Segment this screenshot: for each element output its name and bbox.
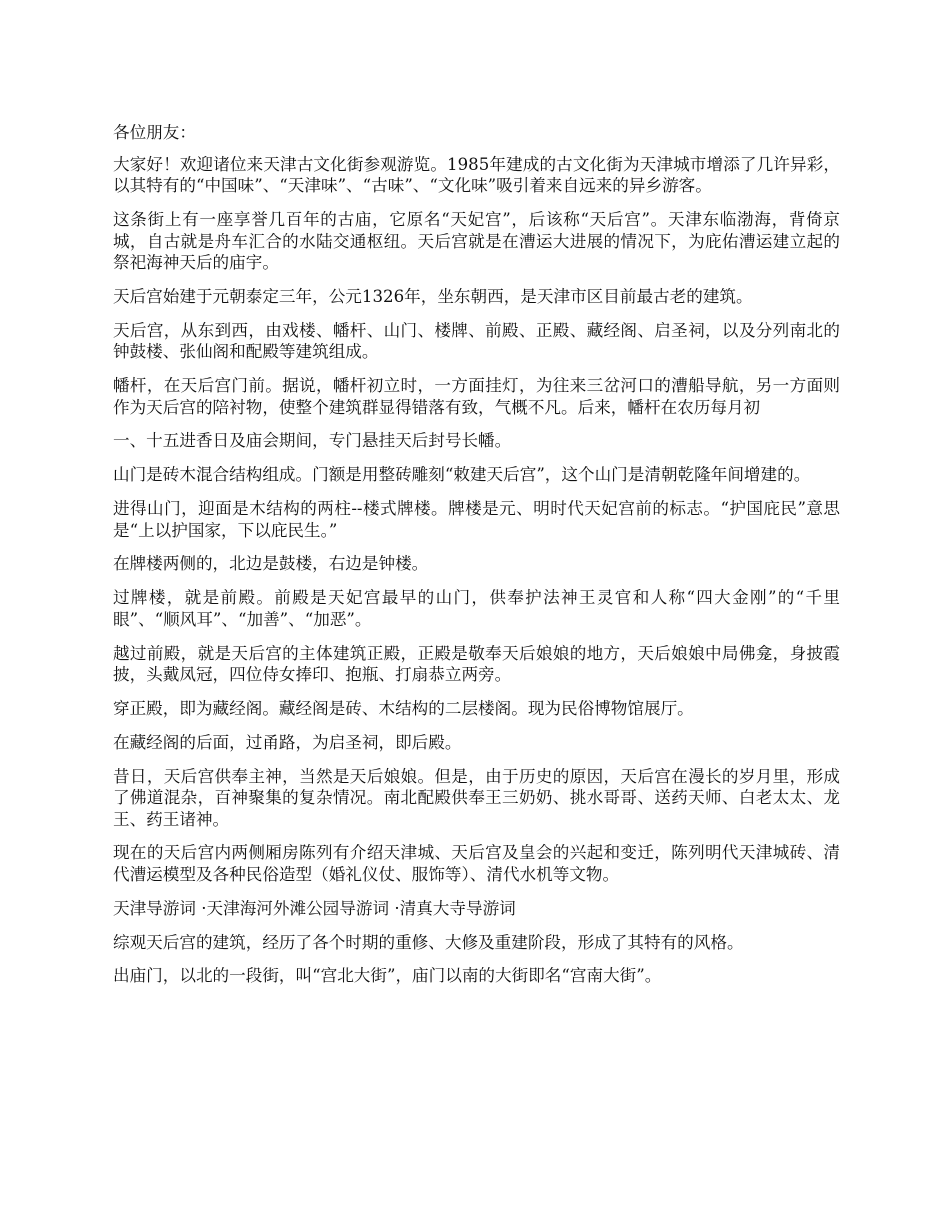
layout-paragraph: 天后宫，从东到西，由戏楼、幡杆、山门、楼牌、前殿、正殿、藏经阁、启圣祠，以及分列南北的钟鼓楼、张仙阁和配殿等建筑组成。 <box>113 320 840 362</box>
rear-hall-paragraph: 在藏经阁的后面，过甬路，为启圣祠，即后殿。 <box>113 732 462 752</box>
bell-drum-tower-paragraph: 在牌楼两侧的，北边是鼓楼，右边是钟楼。 <box>113 554 429 574</box>
mountain-gate-paragraph: 山门是砖木混合结构组成。门额是用整砖雕刻“敕建天后宫”，这个山门是清朝乾隆年间增建的。 <box>113 465 811 485</box>
front-hall-paragraph: 过牌楼，就是前殿。前殿是天妃宫最早的山门，供奉护法神王灵官和人称“四大金刚”的“千里眼”、“顺风耳”、“加善”、“加恶”。 <box>113 588 840 629</box>
greeting-paragraph: 各位朋友： <box>113 123 196 142</box>
architecture-summary-paragraph: 综观天后宫的建筑，经历了各个时期的重修、大修及重建阶段，形成了其特有的风格。 <box>113 932 744 952</box>
archway-paragraph: 进得山门，迎面是木结构的两柱--楼式牌楼。牌楼是元、明时代天妃宫前的标志。“护国庇民”意思是“上以护国家，下以庇民生。” <box>113 499 840 540</box>
streets-paragraph: 出庙门，以北的一段街，叫“宫北大街”，庙门以南的大街即名“宫南大街”。 <box>113 966 662 986</box>
flagpole-paragraph: 幡杆，在天后宫门前。据说，幡杆初立时，一方面挂灯，为往来三岔河口的漕船导航，另一方面则作为天后宫的陪衬物，使整个建筑群显得错落有致，气概不凡。后来，幡杆在农历每月初 <box>113 376 840 417</box>
document-page <box>113 122 840 999</box>
founding-date-paragraph: 天后宫始建于元朝泰定三年，公元1326年，坐东朝西，是天津市区目前最古老的建筑。 <box>113 286 753 306</box>
flagpole-continued-paragraph: 一、十五进香日及庙会期间，专门悬挂天后封号长幡。 <box>113 431 512 451</box>
exhibition-paragraph: 现在的天后宫内两侧厢房陈列有介绍天津城、天后宫及皇会的兴起和变迁，陈列明代天津城砖、清代漕运模型及各种民俗造型（婚礼仪仗、服饰等）、清代水机等文物。 <box>113 843 840 885</box>
intro-paragraph: 大家好！欢迎诸位来天津古文化街参观游览。1985年建成的古文化街为天津城市增添了几许异彩，以其特有的“中国味”、“天津味”、“古味”、“文化味”吸引着来自远来的异乡游客。 <box>113 154 840 196</box>
related-links-line: 天津导游词 ·天津海河外滩公园导游词 ·清真大寺导游词 <box>113 898 516 918</box>
tianfei-palace-paragraph: 这条街上有一座享誉几百年的古庙，它原名“天妃宫”，后该称“天后宫”。天津东临渤海，背倚京城，自古就是舟车汇合的水陆交通枢纽。天后宫就是在漕运大进展的情况下，为庇佑漕运建立起的祭祀海神天后的庙宇。 <box>113 209 840 273</box>
deities-paragraph: 昔日，天后宫供奉主神，当然是天后娘娘。但是，由于历史的原因，天后宫在漫长的岁月里，形成了佛道混杂，百神聚集的复杂情况。南北配殿供奉王三奶奶、挑水哥哥、送药天师、白老太太、龙王、药王诸神。 <box>113 766 840 829</box>
main-hall-paragraph: 越过前殿，就是天后宫的主体建筑正殿，正殿是敬奉天后娘娘的地方，天后娘娘中局佛龛，身披霞披，头戴凤冠，四位侍女捧印、抱瓶、打扇恭立两旁。 <box>113 643 840 685</box>
sutra-pavilion-paragraph: 穿正殿，即为藏经阁。藏经阁是砖、木结构的二层楼阁。现为民俗博物馆展厅。 <box>113 698 694 718</box>
